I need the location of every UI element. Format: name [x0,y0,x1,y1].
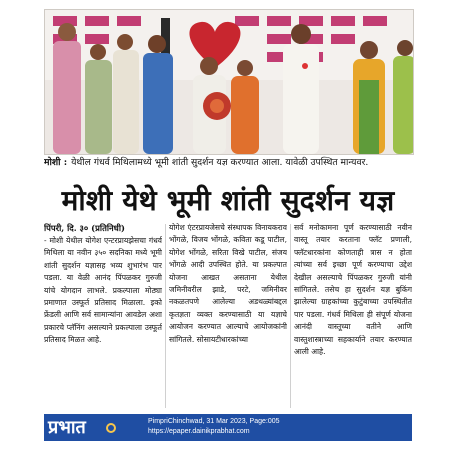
article-column-3 [294,222,412,410]
article-column-1 [44,222,162,410]
column-divider [290,224,291,408]
article-column-2-text: योगेश एंटरप्रायजेसचे संस्थापक विनायकराव भोंगळे, विजय भोंगळे, कविता कडू पाटील, योगेश भोंगळे, सरिता विखे पाटील, संजय भोंगळे आदी उपस्थित होते. या प्रकल्पात योजना आखत असताना येथील जमिनीवरील झाडे, परटे, जमिनीवर नकळतपणे आलेल्या अडथळ्यांबद्दल कृतज्ञता व्यक्त करण्यासाठी या यज्ञाचे आयोजन करण्यात आल्याचे आयोजकांनी सांगितले. सोसायटीधारकांच्या [169,223,287,344]
edition-date-page: PimpriChinchwad, 31 Mar 2023, Page:005 [148,418,280,425]
edition-info [148,417,280,437]
event-photo [44,9,414,155]
article-column-2 [169,222,287,410]
article-headline: मोशी येथे भूमी शांती सुदर्शन यज्ञ [61,184,395,217]
article-body [44,222,412,410]
logo-ring-icon [106,423,116,433]
article-column-3-text: सर्व मनोकामना पूर्ण करण्यासाठी नवीन वास्तू तयार करताना फ्लॅट प्रणाली, फ्लॅटधारकांना कोणताही त्रास न होता त्यांच्या सर्व इच्छा पूर्ण करण्याचा उद्देश देखील असल्याचे पिंपळकर गुरुजी यांनी सांगितले. तसेच हा सुदर्शन यज्ञ बुकिंग झालेल्या ग्राहकांच्या कुटुंबाच्या उपस्थितीत पार पडला. गंधर्व मिथिला ही संपूर्ण योजना आनंदी वास्तूच्या वतीने आणि वास्तुशास्त्राच्या सहकार्याने तयार करण्यात आली आहे. [294,223,412,357]
article-column-1-text: - मोशी येथील योगेश एन्टरप्रायझेसचा गंधर्व मिथिला या नवीन ३५० सदनिका मध्ये भूमी शांती सुदर्शन यज्ञासह भव्य शुभारंभ पार पडला. या वेळी आनंद पिंपळकर गुरुजी यांचे योगदान लाभले. प्रकल्पाला मोठ्या प्रमाणात उस्फूर्त प्रतिसाद मिळाला. इको फ्रेंडली आणि सर्व सामान्यांना आवडेल अशा प्रकारचे प्लॅनिंग असल्याने प्रकल्पाला उस्फूर्त प्रतिसाद मिळत आहे. [44,236,162,345]
caption-location: मोशी : [44,157,68,168]
caption-text: येथील गंधर्व मिथिलामध्ये भूमी शांती सुदर्शन यज्ञ करण्यात आला. यावेळी उपस्थित मान्यवर. [71,157,369,168]
column-divider [165,224,166,408]
publication-logo: प्रभात [48,417,86,438]
photo-illustration [45,10,413,154]
photo-caption [44,156,412,170]
epaper-url-link[interactable]: https://epaper.dainikprabhat.com [148,428,250,435]
article-dateline: पिंपरी, दि. ३० (प्रतिनिधी) [44,223,125,233]
epaper-footer [44,414,412,441]
